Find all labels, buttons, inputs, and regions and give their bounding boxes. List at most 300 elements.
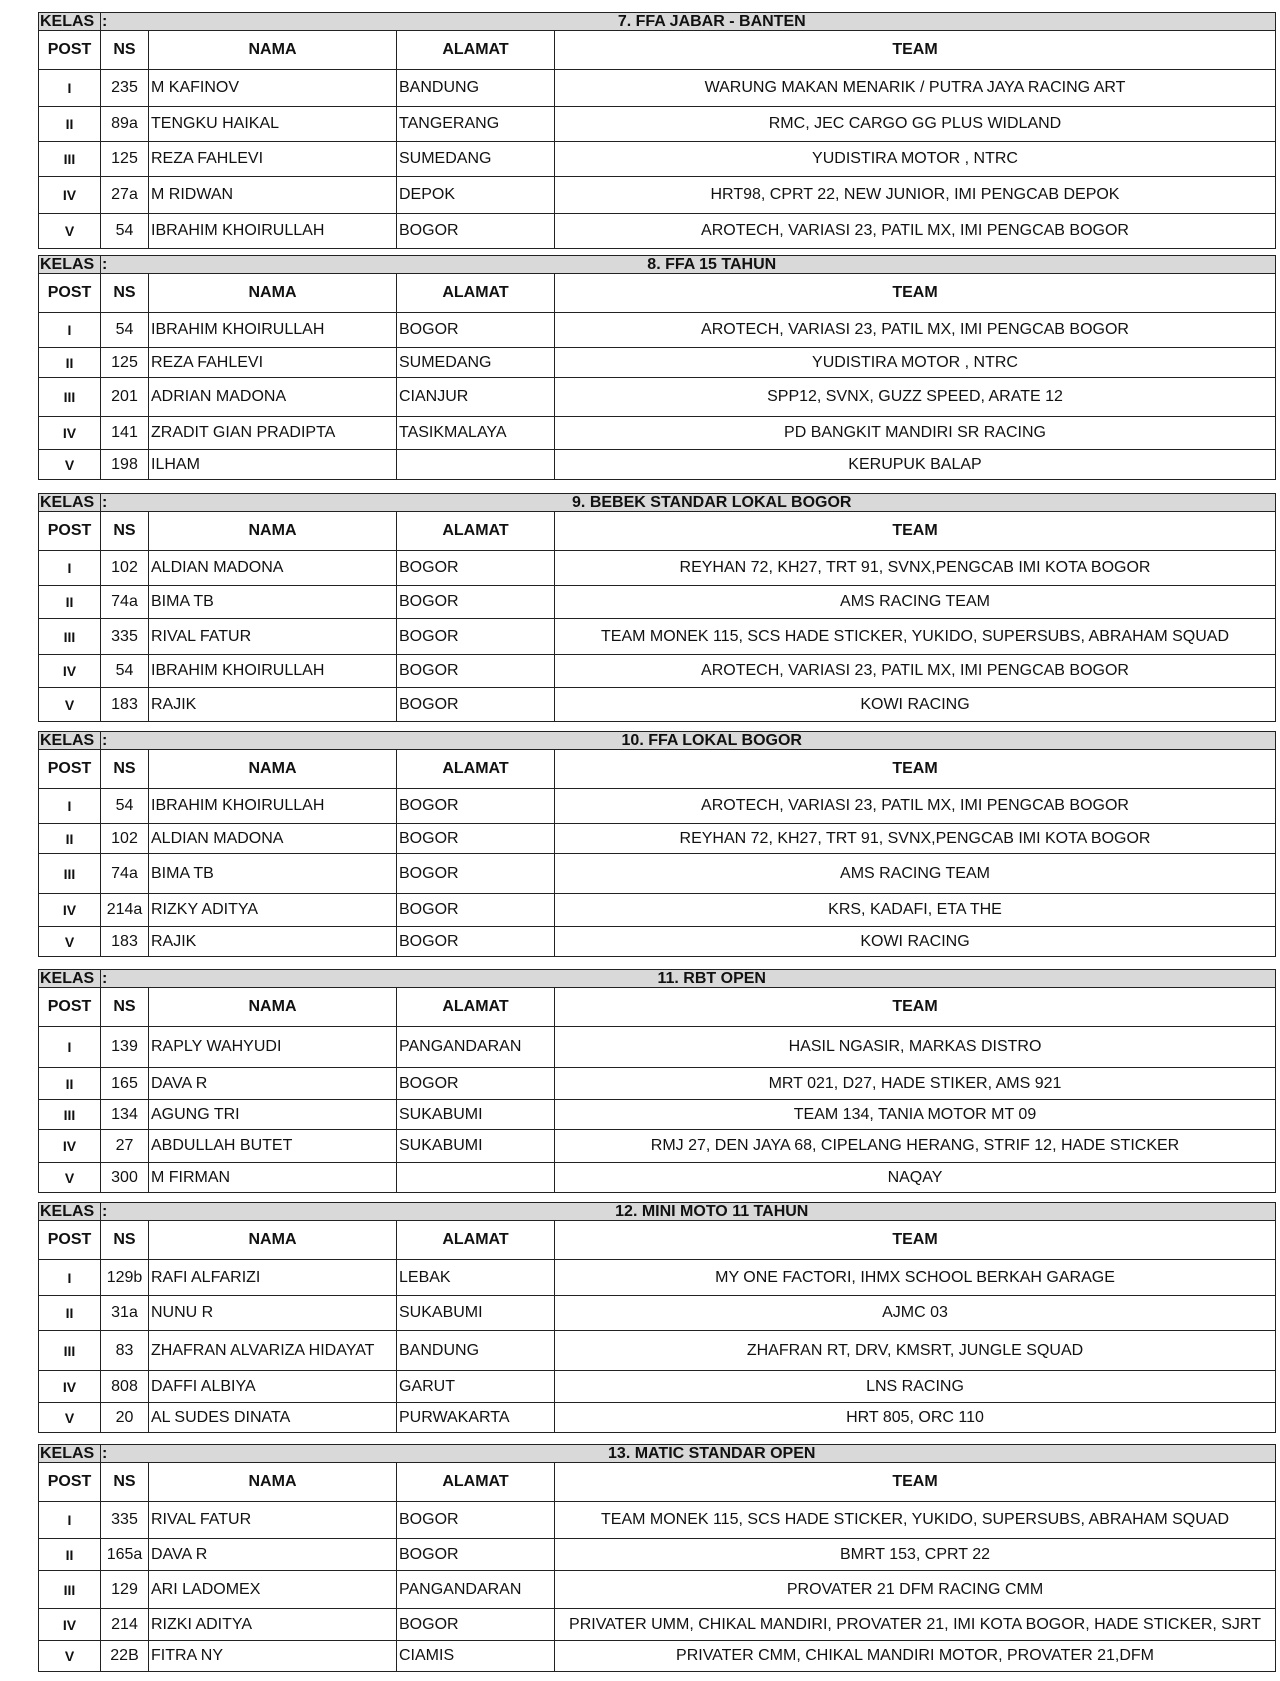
class-section (38, 255, 1276, 480)
cell-team: HASIL NGASIR, MARKAS DISTRO (555, 1027, 1276, 1068)
cell-team: REYHAN 72, KH27, TRT 91, SVNX,PENGCAB IMI KOTA BOGOR (555, 824, 1276, 854)
table-row (39, 1331, 1276, 1371)
class-section (38, 731, 1276, 957)
header-row (39, 750, 1276, 789)
cell-alamat: CIANJUR (397, 378, 555, 417)
cell-post: II (39, 1539, 101, 1571)
cell-team: AROTECH, VARIASI 23, PATIL MX, IMI PENGCAB BOGOR (555, 214, 1276, 249)
cell-alamat: GARUT (397, 1371, 555, 1403)
cell-team: MRT 021, D27, HADE STIKER, AMS 921 (555, 1068, 1276, 1100)
kelas-label (39, 494, 101, 512)
cell-post: III (39, 854, 101, 894)
col-header-nama: NAMA (149, 512, 397, 551)
cell-post: I (39, 1502, 101, 1539)
col-header-ns: NS (101, 31, 149, 70)
cell-alamat (397, 1163, 555, 1193)
cell-nama: M RIDWAN (149, 177, 397, 214)
cell-ns: 54 (101, 655, 149, 688)
cell-team: REYHAN 72, KH27, TRT 91, SVNX,PENGCAB IMI KOTA BOGOR (555, 551, 1276, 586)
cell-ns: 183 (101, 927, 149, 957)
kelas-text: KELAS (40, 494, 95, 511)
cell-post: I (39, 1027, 101, 1068)
cell-team: MY ONE FACTORI, IHMX SCHOOL BERKAH GARAGE (555, 1260, 1276, 1296)
cell-alamat: SUKABUMI (397, 1100, 555, 1130)
cell-ns: 165a (101, 1539, 149, 1571)
cell-alamat: BOGOR (397, 854, 555, 894)
col-header-post: POST (39, 274, 101, 313)
table-row (39, 1296, 1276, 1331)
cell-alamat: BOGOR (397, 214, 555, 249)
cell-ns: 129b (101, 1260, 149, 1296)
cell-post: IV (39, 1371, 101, 1403)
cell-post: V (39, 1641, 101, 1672)
col-header-ns: NS (101, 274, 149, 313)
cell-ns: 134 (101, 1100, 149, 1130)
cell-nama: BIMA TB (149, 854, 397, 894)
cell-ns: 165 (101, 1068, 149, 1100)
col-header-post: POST (39, 1463, 101, 1502)
col-header-team: TEAM (555, 1221, 1276, 1260)
col-header-ns: NS (101, 988, 149, 1027)
cell-alamat: BOGOR (397, 824, 555, 854)
cell-nama: IBRAHIM KHOIRULLAH (149, 789, 397, 824)
col-header-team: TEAM (555, 274, 1276, 313)
col-header-post: POST (39, 31, 101, 70)
cell-ns: 335 (101, 1502, 149, 1539)
cell-team: NAQAY (555, 1163, 1276, 1193)
cell-post: I (39, 1260, 101, 1296)
table-row (39, 142, 1276, 177)
cell-alamat: BOGOR (397, 688, 555, 722)
cell-team: LNS RACING (555, 1371, 1276, 1403)
col-header-alamat: ALAMAT (397, 988, 555, 1027)
table-row (39, 854, 1276, 894)
cell-team: WARUNG MAKAN MENARIK / PUTRA JAYA RACING ART (555, 70, 1276, 107)
cell-team: AJMC 03 (555, 1296, 1276, 1331)
table-row (39, 824, 1276, 854)
table-row (39, 450, 1276, 480)
cell-nama: RAJIK (149, 927, 397, 957)
class-title: 12. MINI MOTO 11 TAHUN (149, 1203, 1276, 1221)
cell-alamat: BOGOR (397, 1502, 555, 1539)
cell-team: RMJ 27, DEN JAYA 68, CIPELANG HERANG, STRIF 12, HADE STICKER (555, 1130, 1276, 1163)
cell-alamat: CIAMIS (397, 1641, 555, 1672)
kelas-label (39, 732, 101, 750)
cell-team: AMS RACING TEAM (555, 586, 1276, 619)
col-header-post: POST (39, 1221, 101, 1260)
kelas-row (39, 970, 1276, 988)
cell-post: II (39, 1296, 101, 1331)
cell-team: AROTECH, VARIASI 23, PATIL MX, IMI PENGCAB BOGOR (555, 313, 1276, 348)
cell-alamat: BOGOR (397, 1609, 555, 1641)
kelas-colon: : (101, 970, 149, 988)
cell-team: AROTECH, VARIASI 23, PATIL MX, IMI PENGCAB BOGOR (555, 655, 1276, 688)
cell-post: III (39, 1331, 101, 1371)
cell-alamat: BOGOR (397, 586, 555, 619)
cell-nama: RIVAL FATUR (149, 619, 397, 655)
results-table (38, 731, 1276, 957)
cell-team: PROVATER 21 DFM RACING CMM (555, 1571, 1276, 1609)
table-row (39, 1100, 1276, 1130)
cell-alamat: PANGANDARAN (397, 1571, 555, 1609)
cell-ns: 74a (101, 854, 149, 894)
cell-post: II (39, 824, 101, 854)
cell-nama: DAVA R (149, 1068, 397, 1100)
kelas-row (39, 256, 1276, 274)
col-header-ns: NS (101, 1221, 149, 1260)
kelas-colon: : (101, 1203, 149, 1221)
col-header-ns: NS (101, 750, 149, 789)
cell-post: I (39, 551, 101, 586)
cell-post: V (39, 1403, 101, 1433)
kelas-label (39, 1203, 101, 1221)
cell-post: III (39, 1571, 101, 1609)
cell-ns: 335 (101, 619, 149, 655)
cell-nama: ILHAM (149, 450, 397, 480)
cell-alamat: TANGERANG (397, 107, 555, 142)
cell-team: HRT 805, ORC 110 (555, 1403, 1276, 1433)
cell-team: BMRT 153, CPRT 22 (555, 1539, 1276, 1571)
col-header-nama: NAMA (149, 274, 397, 313)
class-title: 8. FFA 15 TAHUN (149, 256, 1276, 274)
cell-team: TEAM MONEK 115, SCS HADE STICKER, YUKIDO, SUPERSUBS, ABRAHAM SQUAD (555, 619, 1276, 655)
cell-nama: ABDULLAH BUTET (149, 1130, 397, 1163)
kelas-text: KELAS (40, 1203, 95, 1220)
cell-team: TEAM 134, TANIA MOTOR MT 09 (555, 1100, 1276, 1130)
cell-alamat: PURWAKARTA (397, 1403, 555, 1433)
table-row (39, 789, 1276, 824)
cell-ns: 20 (101, 1403, 149, 1433)
cell-ns: 31a (101, 1296, 149, 1331)
cell-ns: 102 (101, 551, 149, 586)
cell-nama: RAPLY WAHYUDI (149, 1027, 397, 1068)
kelas-label (39, 13, 101, 31)
table-row (39, 348, 1276, 378)
cell-post: IV (39, 177, 101, 214)
cell-ns: 129 (101, 1571, 149, 1609)
cell-nama: M FIRMAN (149, 1163, 397, 1193)
cell-nama: RIVAL FATUR (149, 1502, 397, 1539)
cell-nama: REZA FAHLEVI (149, 348, 397, 378)
cell-alamat: BOGOR (397, 1068, 555, 1100)
header-row (39, 1463, 1276, 1502)
cell-alamat: BOGOR (397, 313, 555, 348)
cell-post: III (39, 378, 101, 417)
cell-ns: 183 (101, 688, 149, 722)
cell-nama: REZA FAHLEVI (149, 142, 397, 177)
cell-alamat: DEPOK (397, 177, 555, 214)
table-row (39, 107, 1276, 142)
cell-alamat: PANGANDARAN (397, 1027, 555, 1068)
kelas-colon: : (101, 256, 149, 274)
class-section (38, 1202, 1276, 1433)
cell-post: II (39, 107, 101, 142)
table-row (39, 927, 1276, 957)
cell-nama: ALDIAN MADONA (149, 824, 397, 854)
kelas-label (39, 256, 101, 274)
cell-nama: AGUNG TRI (149, 1100, 397, 1130)
cell-team: PD BANGKIT MANDIRI SR RACING (555, 417, 1276, 450)
results-table (38, 969, 1276, 1193)
table-row (39, 1571, 1276, 1609)
kelas-label (39, 1445, 101, 1463)
col-header-ns: NS (101, 512, 149, 551)
cell-nama: RIZKY ADITYA (149, 894, 397, 927)
col-header-team: TEAM (555, 31, 1276, 70)
class-title: 11. RBT OPEN (149, 970, 1276, 988)
class-section (38, 12, 1276, 249)
class-title: 13. MATIC STANDAR OPEN (149, 1445, 1276, 1463)
cell-post: II (39, 348, 101, 378)
cell-post: IV (39, 1130, 101, 1163)
cell-ns: 89a (101, 107, 149, 142)
cell-team: KERUPUK BALAP (555, 450, 1276, 480)
cell-alamat: BOGOR (397, 894, 555, 927)
col-header-alamat: ALAMAT (397, 512, 555, 551)
kelas-row (39, 13, 1276, 31)
table-row (39, 1163, 1276, 1193)
table-row (39, 894, 1276, 927)
cell-post: II (39, 1068, 101, 1100)
cell-post: V (39, 450, 101, 480)
table-row (39, 1609, 1276, 1641)
kelas-colon: : (101, 13, 149, 31)
cell-ns: 74a (101, 586, 149, 619)
kelas-text: KELAS (40, 1445, 95, 1462)
col-header-nama: NAMA (149, 1221, 397, 1260)
cell-team: KOWI RACING (555, 688, 1276, 722)
table-row (39, 1539, 1276, 1571)
table-row (39, 1641, 1276, 1672)
kelas-row (39, 494, 1276, 512)
cell-alamat: BOGOR (397, 1539, 555, 1571)
cell-nama: DAVA R (149, 1539, 397, 1571)
table-row (39, 1502, 1276, 1539)
col-header-nama: NAMA (149, 750, 397, 789)
kelas-text: KELAS (40, 13, 95, 30)
cell-team: HRT98, CPRT 22, NEW JUNIOR, IMI PENGCAB DEPOK (555, 177, 1276, 214)
cell-ns: 198 (101, 450, 149, 480)
cell-post: IV (39, 894, 101, 927)
cell-alamat: SUMEDANG (397, 142, 555, 177)
cell-post: III (39, 142, 101, 177)
header-row (39, 274, 1276, 313)
kelas-text: KELAS (40, 732, 95, 749)
cell-nama: IBRAHIM KHOIRULLAH (149, 313, 397, 348)
cell-alamat: SUKABUMI (397, 1130, 555, 1163)
kelas-label (39, 970, 101, 988)
cell-ns: 139 (101, 1027, 149, 1068)
cell-alamat: BOGOR (397, 619, 555, 655)
header-row (39, 1221, 1276, 1260)
cell-team: KOWI RACING (555, 927, 1276, 957)
table-row (39, 655, 1276, 688)
cell-ns: 141 (101, 417, 149, 450)
col-header-post: POST (39, 750, 101, 789)
cell-alamat: BANDUNG (397, 70, 555, 107)
cell-post: III (39, 619, 101, 655)
cell-nama: RAFI ALFARIZI (149, 1260, 397, 1296)
cell-team: YUDISTIRA MOTOR , NTRC (555, 142, 1276, 177)
kelas-text: KELAS (40, 256, 95, 273)
table-row (39, 177, 1276, 214)
cell-alamat: SUMEDANG (397, 348, 555, 378)
table-row (39, 1068, 1276, 1100)
cell-nama: M KAFINOV (149, 70, 397, 107)
cell-nama: ZRADIT GIAN PRADIPTA (149, 417, 397, 450)
cell-post: IV (39, 1609, 101, 1641)
results-table (38, 1202, 1276, 1433)
cell-team: PRIVATER UMM, CHIKAL MANDIRI, PROVATER 21, IMI KOTA BOGOR, HADE STICKER, SJRT (555, 1609, 1276, 1641)
cell-post: I (39, 313, 101, 348)
cell-nama: DAFFI ALBIYA (149, 1371, 397, 1403)
cell-post: I (39, 789, 101, 824)
cell-alamat (397, 450, 555, 480)
results-table (38, 255, 1276, 480)
cell-nama: ALDIAN MADONA (149, 551, 397, 586)
table-row (39, 417, 1276, 450)
class-section (38, 493, 1276, 722)
cell-ns: 102 (101, 824, 149, 854)
cell-alamat: LEBAK (397, 1260, 555, 1296)
cell-ns: 22B (101, 1641, 149, 1672)
col-header-team: TEAM (555, 512, 1276, 551)
cell-post: V (39, 927, 101, 957)
table-row (39, 1371, 1276, 1403)
cell-team: ZHAFRAN RT, DRV, KMSRT, JUNGLE SQUAD (555, 1331, 1276, 1371)
table-row (39, 378, 1276, 417)
cell-team: AMS RACING TEAM (555, 854, 1276, 894)
cell-post: IV (39, 417, 101, 450)
kelas-row (39, 732, 1276, 750)
kelas-colon: : (101, 732, 149, 750)
cell-ns: 54 (101, 313, 149, 348)
table-row (39, 551, 1276, 586)
cell-nama: AL SUDES DINATA (149, 1403, 397, 1433)
kelas-colon: : (101, 1445, 149, 1463)
table-row (39, 1027, 1276, 1068)
cell-team: TEAM MONEK 115, SCS HADE STICKER, YUKIDO, SUPERSUBS, ABRAHAM SQUAD (555, 1502, 1276, 1539)
cell-ns: 54 (101, 214, 149, 249)
cell-nama: IBRAHIM KHOIRULLAH (149, 655, 397, 688)
cell-alamat: TASIKMALAYA (397, 417, 555, 450)
col-header-alamat: ALAMAT (397, 274, 555, 313)
cell-nama: BIMA TB (149, 586, 397, 619)
class-title: 10. FFA LOKAL BOGOR (149, 732, 1276, 750)
col-header-post: POST (39, 988, 101, 1027)
header-row (39, 31, 1276, 70)
cell-nama: FITRA NY (149, 1641, 397, 1672)
cell-team: RMC, JEC CARGO GG PLUS WIDLAND (555, 107, 1276, 142)
cell-nama: RAJIK (149, 688, 397, 722)
cell-post: IV (39, 655, 101, 688)
table-row (39, 313, 1276, 348)
cell-post: V (39, 214, 101, 249)
results-table (38, 12, 1276, 249)
cell-ns: 83 (101, 1331, 149, 1371)
col-header-alamat: ALAMAT (397, 31, 555, 70)
results-table (38, 493, 1276, 722)
cell-team: AROTECH, VARIASI 23, PATIL MX, IMI PENGCAB BOGOR (555, 789, 1276, 824)
col-header-team: TEAM (555, 1463, 1276, 1502)
cell-alamat: BOGOR (397, 655, 555, 688)
col-header-team: TEAM (555, 750, 1276, 789)
cell-post: V (39, 1163, 101, 1193)
cell-team: YUDISTIRA MOTOR , NTRC (555, 348, 1276, 378)
class-section (38, 1444, 1276, 1672)
cell-nama: IBRAHIM KHOIRULLAH (149, 214, 397, 249)
col-header-team: TEAM (555, 988, 1276, 1027)
col-header-alamat: ALAMAT (397, 1463, 555, 1502)
cell-ns: 201 (101, 378, 149, 417)
cell-post: III (39, 1100, 101, 1130)
cell-ns: 808 (101, 1371, 149, 1403)
cell-team: KRS, KADAFI, ETA THE (555, 894, 1276, 927)
table-row (39, 1260, 1276, 1296)
table-row (39, 1403, 1276, 1433)
cell-ns: 300 (101, 1163, 149, 1193)
header-row (39, 988, 1276, 1027)
cell-team: PRIVATER CMM, CHIKAL MANDIRI MOTOR, PROVATER 21,DFM (555, 1641, 1276, 1672)
cell-ns: 125 (101, 348, 149, 378)
header-row (39, 512, 1276, 551)
cell-nama: ZHAFRAN ALVARIZA HIDAYAT (149, 1331, 397, 1371)
table-row (39, 214, 1276, 249)
kelas-row (39, 1203, 1276, 1221)
cell-post: V (39, 688, 101, 722)
cell-ns: 235 (101, 70, 149, 107)
cell-ns: 27 (101, 1130, 149, 1163)
cell-nama: NUNU R (149, 1296, 397, 1331)
col-header-post: POST (39, 512, 101, 551)
cell-nama: TENGKU HAIKAL (149, 107, 397, 142)
class-title: 7. FFA JABAR - BANTEN (149, 13, 1276, 31)
cell-post: I (39, 70, 101, 107)
kelas-colon: : (101, 494, 149, 512)
cell-ns: 214a (101, 894, 149, 927)
table-row (39, 1130, 1276, 1163)
col-header-alamat: ALAMAT (397, 750, 555, 789)
cell-nama: RIZKI ADITYA (149, 1609, 397, 1641)
kelas-row (39, 1445, 1276, 1463)
cell-alamat: BOGOR (397, 927, 555, 957)
col-header-ns: NS (101, 1463, 149, 1502)
cell-team: SPP12, SVNX, GUZZ SPEED, ARATE 12 (555, 378, 1276, 417)
col-header-nama: NAMA (149, 1463, 397, 1502)
cell-alamat: SUKABUMI (397, 1296, 555, 1331)
cell-alamat: BOGOR (397, 551, 555, 586)
results-table (38, 1444, 1276, 1672)
cell-nama: ARI LADOMEX (149, 1571, 397, 1609)
cell-nama: ADRIAN MADONA (149, 378, 397, 417)
kelas-text: KELAS (40, 970, 95, 987)
cell-post: II (39, 586, 101, 619)
table-row (39, 586, 1276, 619)
col-header-alamat: ALAMAT (397, 1221, 555, 1260)
class-title: 9. BEBEK STANDAR LOKAL BOGOR (149, 494, 1276, 512)
class-section (38, 969, 1276, 1193)
col-header-nama: NAMA (149, 988, 397, 1027)
table-row (39, 688, 1276, 722)
table-row (39, 619, 1276, 655)
cell-alamat: BANDUNG (397, 1331, 555, 1371)
cell-ns: 214 (101, 1609, 149, 1641)
cell-ns: 54 (101, 789, 149, 824)
table-row (39, 70, 1276, 107)
col-header-nama: NAMA (149, 31, 397, 70)
cell-ns: 125 (101, 142, 149, 177)
cell-alamat: BOGOR (397, 789, 555, 824)
